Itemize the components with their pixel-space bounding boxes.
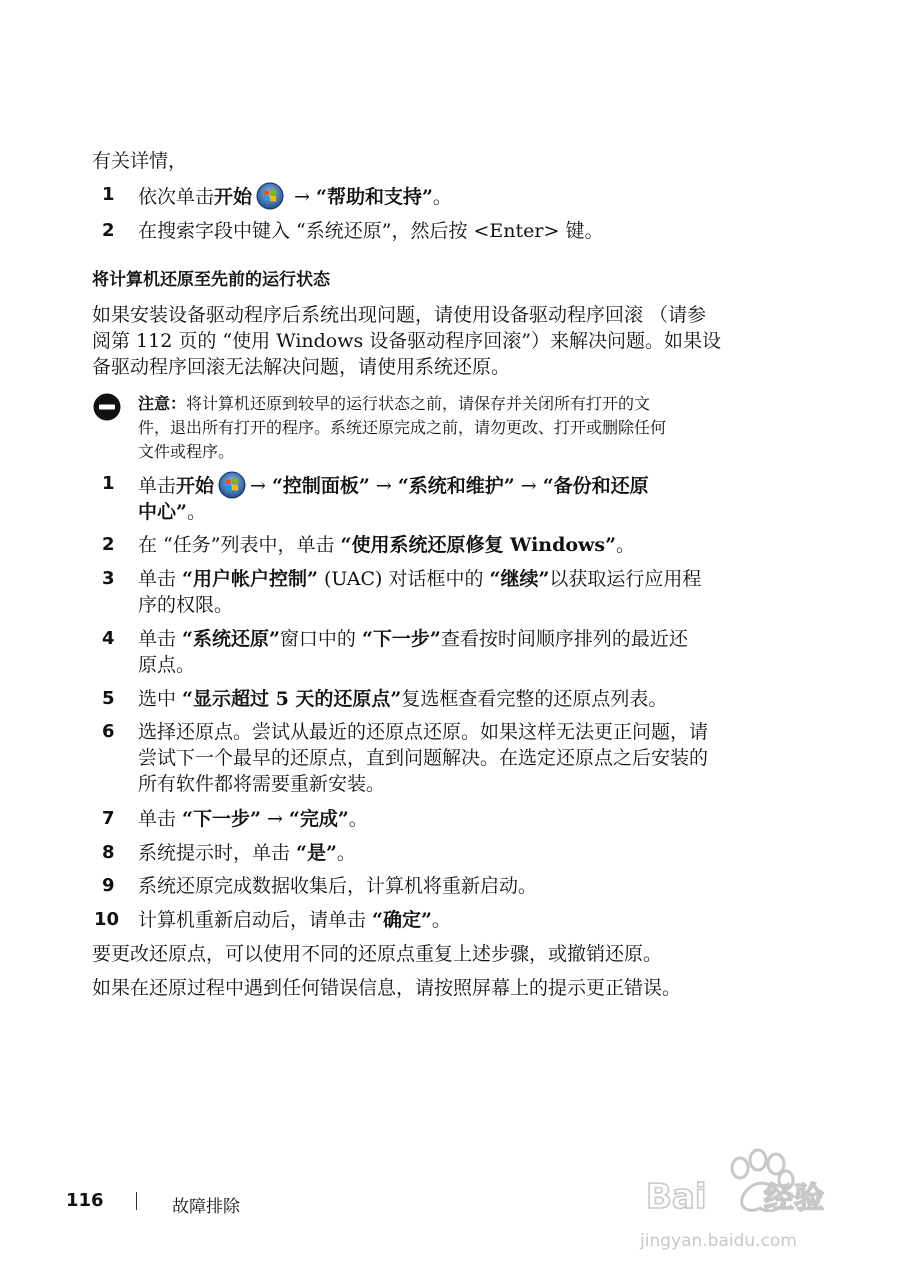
- step-number: 7: [102, 808, 115, 829]
- notice-text: 注意：将计算机还原到较早的运行状态之前，请保存并关闭所有打开的文 件，退出所有打开的程序。系统还原完成之前，请勿更改、打开或删除任何 文件或程序。: [138, 394, 667, 461]
- section-heading: 将计算机还原至先前的运行状态: [92, 270, 330, 290]
- step-text: 选中 “显示超过 5 天的还原点”复选框查看完整的还原点列表。: [138, 688, 668, 710]
- step-number: 8: [102, 842, 115, 863]
- step-text: 单击开始 → “控制面板” → “系统和维护” → “备份和还原 中心”。: [138, 471, 788, 525]
- step-number: 6: [102, 721, 115, 742]
- step-text: 在搜索字段中键入 “系统还原”，然后按 <Enter> 键。: [138, 220, 604, 242]
- windows-start-icon: [218, 471, 246, 499]
- step-text: 选择还原点。尝试从最近的还原点还原。如果这样无法更正问题，请 尝试下一个最早的还原点，直到问题解决。在选定还原点之后安装的 所有软件都将需要重新安装。: [138, 721, 709, 795]
- footer-separator: [136, 1192, 137, 1210]
- step-number: 1: [102, 184, 115, 205]
- step-text: 依次单击开始 → “帮助和支持”。: [138, 182, 788, 210]
- step-number: 5: [102, 688, 115, 709]
- step-text: 在 “任务”列表中，单击 “使用系统还原修复 Windows”。: [138, 534, 636, 556]
- step-text: 系统还原完成数据收集后，计算机将重新启动。: [138, 875, 538, 897]
- step-number: 9: [102, 875, 115, 896]
- page-number: 116: [66, 1190, 104, 1211]
- step-text: 系统提示时，单击 “是”。: [138, 842, 356, 864]
- footer-chapter-title: 故障排除: [172, 1197, 240, 1217]
- step-number: 10: [94, 909, 120, 930]
- step-number: 3: [102, 568, 115, 589]
- watermark-url: jingyan.baidu.com: [640, 1231, 797, 1251]
- step-number: 4: [102, 628, 115, 649]
- step-number: 2: [102, 534, 115, 555]
- windows-start-icon: [256, 182, 284, 210]
- step-text: 单击 “下一步” → “完成”。: [138, 808, 368, 830]
- closing-text-1: 要更改还原点，可以使用不同的还原点重复上述步骤，或撤销还原。: [92, 943, 663, 965]
- section-paragraph: 如果安装设备驱动程序后系统出现问题，请使用设备驱动程序回滚 （请参 阅第 112 页的 “使用 Windows 设备驱动程序回滚”）来解决问题。如果设 备驱动程序回滚无法解决问题，请使用系统还原。: [92, 304, 722, 378]
- notice-icon: [92, 392, 122, 422]
- step-number: 2: [102, 220, 115, 241]
- closing-text-2: 如果在还原过程中遇到任何错误信息，请按照屏幕上的提示更正错误。: [92, 977, 682, 999]
- intro-text: 有关详情，: [92, 150, 188, 172]
- baidu-jingyan-watermark: [636, 1142, 866, 1260]
- step-text: 单击 “系统还原”窗口中的 “下一步”查看按时间顺序排列的最近还 原点。: [138, 628, 688, 676]
- notice-box: [92, 392, 792, 464]
- svg-text:Bai: Bai: [646, 1177, 707, 1217]
- step-number: 1: [102, 473, 115, 494]
- step-text: 单击 “用户帐户控制” (UAC) 对话框中的 “继续”以获取运行应用程 序的权限。: [138, 568, 702, 616]
- svg-text:经验: 经验: [764, 1181, 824, 1216]
- notice-label: 注意：: [138, 394, 187, 413]
- step-text: 计算机重新启动后，请单击 “确定”。: [138, 909, 451, 931]
